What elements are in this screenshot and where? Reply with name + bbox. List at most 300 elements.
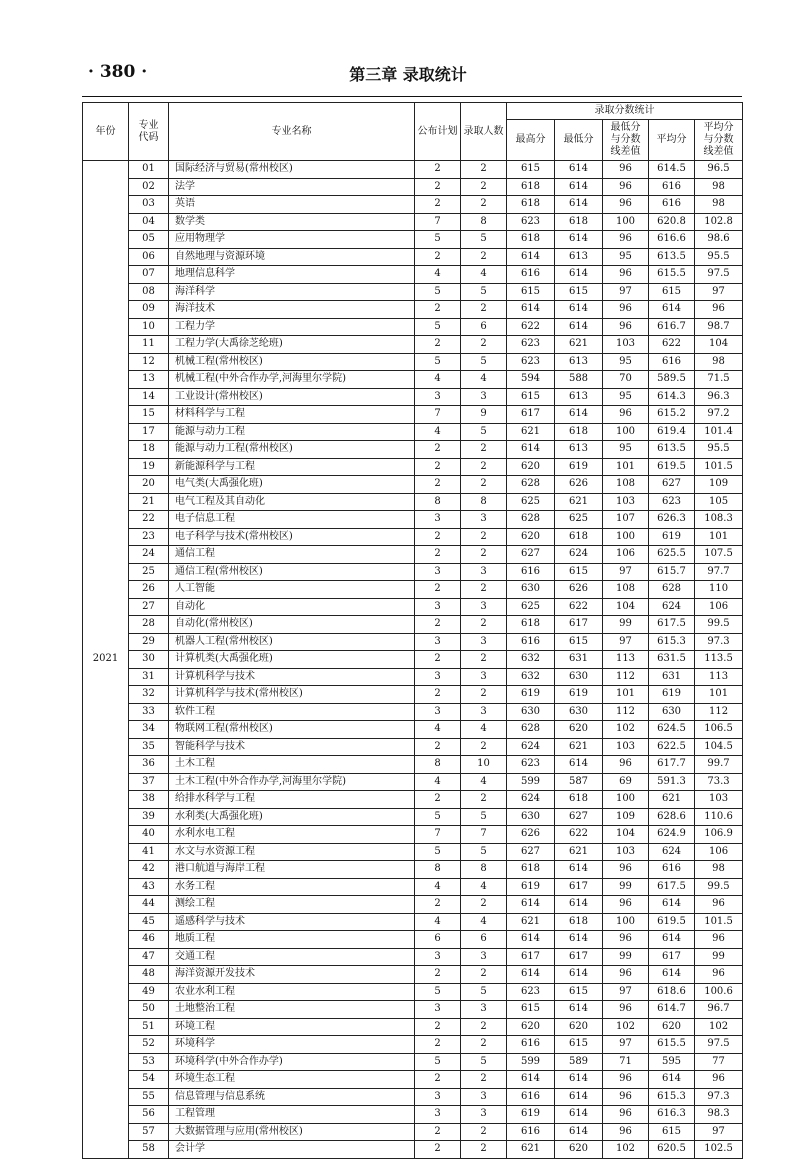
cell-min-diff: 112 bbox=[603, 703, 649, 721]
cell-name: 环境科学 bbox=[169, 1036, 415, 1054]
cell-avg: 617.7 bbox=[649, 756, 695, 774]
cell-avg-diff: 96 bbox=[695, 896, 743, 914]
cell-max: 632 bbox=[507, 668, 555, 686]
cell-code: 22 bbox=[129, 511, 169, 529]
cell-avg: 630 bbox=[649, 703, 695, 721]
cell-plan: 4 bbox=[415, 266, 461, 284]
cell-admitted: 2 bbox=[461, 441, 507, 459]
cell-name: 水务工程 bbox=[169, 878, 415, 896]
cell-admitted: 2 bbox=[461, 686, 507, 704]
table-row bbox=[83, 983, 743, 1001]
cell-code: 31 bbox=[129, 668, 169, 686]
cell-admitted: 4 bbox=[461, 878, 507, 896]
cell-plan: 8 bbox=[415, 756, 461, 774]
cell-max: 625 bbox=[507, 598, 555, 616]
cell-min: 620 bbox=[555, 1018, 603, 1036]
cell-plan: 3 bbox=[415, 703, 461, 721]
cell-admitted: 2 bbox=[461, 651, 507, 669]
cell-max: 618 bbox=[507, 231, 555, 249]
cell-avg-diff: 71.5 bbox=[695, 371, 743, 389]
cell-plan: 5 bbox=[415, 808, 461, 826]
cell-min-diff: 97 bbox=[603, 633, 649, 651]
cell-avg: 620.8 bbox=[649, 213, 695, 231]
cell-name: 测绘工程 bbox=[169, 896, 415, 914]
cell-avg-diff: 100.6 bbox=[695, 983, 743, 1001]
cell-avg: 624 bbox=[649, 598, 695, 616]
cell-code: 55 bbox=[129, 1088, 169, 1106]
cell-name: 法学 bbox=[169, 178, 415, 196]
cell-plan: 2 bbox=[415, 966, 461, 984]
cell-min: 614 bbox=[555, 756, 603, 774]
cell-max: 614 bbox=[507, 931, 555, 949]
cell-avg-diff: 98.3 bbox=[695, 1106, 743, 1124]
cell-max: 624 bbox=[507, 738, 555, 756]
cell-min-diff: 96 bbox=[603, 231, 649, 249]
cell-plan: 2 bbox=[415, 581, 461, 599]
cell-avg-diff: 97.5 bbox=[695, 266, 743, 284]
cell-min: 620 bbox=[555, 721, 603, 739]
cell-admitted: 5 bbox=[461, 231, 507, 249]
cell-max: 614 bbox=[507, 1071, 555, 1089]
cell-avg: 620 bbox=[649, 1018, 695, 1036]
cell-admitted: 3 bbox=[461, 633, 507, 651]
cell-plan: 2 bbox=[415, 546, 461, 564]
cell-avg: 614 bbox=[649, 301, 695, 319]
cell-avg-diff: 101.5 bbox=[695, 913, 743, 931]
cell-admitted: 2 bbox=[461, 546, 507, 564]
cell-max: 616 bbox=[507, 1123, 555, 1141]
cell-min: 615 bbox=[555, 563, 603, 581]
cell-plan: 2 bbox=[415, 616, 461, 634]
header-min: 最低分 bbox=[555, 120, 603, 161]
table-row bbox=[83, 563, 743, 581]
cell-admitted: 3 bbox=[461, 563, 507, 581]
cell-avg-diff: 101.4 bbox=[695, 423, 743, 441]
cell-plan: 3 bbox=[415, 633, 461, 651]
cell-code: 42 bbox=[129, 861, 169, 879]
cell-name: 工程力学 bbox=[169, 318, 415, 336]
cell-avg: 619.5 bbox=[649, 458, 695, 476]
cell-code: 37 bbox=[129, 773, 169, 791]
cell-max: 620 bbox=[507, 458, 555, 476]
cell-admitted: 3 bbox=[461, 388, 507, 406]
cell-avg-diff: 73.3 bbox=[695, 773, 743, 791]
cell-avg: 619.4 bbox=[649, 423, 695, 441]
cell-admitted: 2 bbox=[461, 196, 507, 214]
cell-plan: 2 bbox=[415, 896, 461, 914]
cell-admitted: 3 bbox=[461, 948, 507, 966]
cell-min-diff: 100 bbox=[603, 528, 649, 546]
cell-min-diff: 104 bbox=[603, 598, 649, 616]
cell-max: 630 bbox=[507, 703, 555, 721]
table-row bbox=[83, 493, 743, 511]
cell-avg-diff: 109 bbox=[695, 476, 743, 494]
cell-plan: 4 bbox=[415, 721, 461, 739]
cell-min-diff: 95 bbox=[603, 441, 649, 459]
cell-plan: 2 bbox=[415, 1071, 461, 1089]
table-row bbox=[83, 721, 743, 739]
cell-admitted: 2 bbox=[461, 738, 507, 756]
cell-max: 617 bbox=[507, 948, 555, 966]
cell-admitted: 2 bbox=[461, 896, 507, 914]
cell-min-diff: 103 bbox=[603, 336, 649, 354]
cell-avg-diff: 96 bbox=[695, 966, 743, 984]
cell-max: 614 bbox=[507, 896, 555, 914]
table-row bbox=[83, 213, 743, 231]
table-row bbox=[83, 913, 743, 931]
cell-name: 大数据管理与应用(常州校区) bbox=[169, 1123, 415, 1141]
cell-avg-diff: 97.5 bbox=[695, 1036, 743, 1054]
cell-code: 45 bbox=[129, 913, 169, 931]
cell-avg: 614 bbox=[649, 966, 695, 984]
cell-avg: 595 bbox=[649, 1053, 695, 1071]
cell-min: 589 bbox=[555, 1053, 603, 1071]
cell-plan: 2 bbox=[415, 1123, 461, 1141]
cell-admitted: 4 bbox=[461, 773, 507, 791]
cell-code: 07 bbox=[129, 266, 169, 284]
table-row bbox=[83, 1036, 743, 1054]
cell-avg: 614.3 bbox=[649, 388, 695, 406]
cell-admitted: 5 bbox=[461, 353, 507, 371]
cell-name: 电气类(大禹强化班) bbox=[169, 476, 415, 494]
cell-name: 水利水电工程 bbox=[169, 826, 415, 844]
cell-avg-diff: 96 bbox=[695, 931, 743, 949]
cell-name: 能源与动力工程 bbox=[169, 423, 415, 441]
cell-avg: 628 bbox=[649, 581, 695, 599]
table-row bbox=[83, 371, 743, 389]
cell-avg: 631 bbox=[649, 668, 695, 686]
cell-min: 614 bbox=[555, 896, 603, 914]
cell-avg: 614.7 bbox=[649, 1001, 695, 1019]
cell-max: 627 bbox=[507, 843, 555, 861]
cell-avg: 613.5 bbox=[649, 248, 695, 266]
cell-min: 614 bbox=[555, 266, 603, 284]
cell-admitted: 3 bbox=[461, 1001, 507, 1019]
cell-min-diff: 96 bbox=[603, 196, 649, 214]
cell-min: 618 bbox=[555, 913, 603, 931]
cell-min-diff: 96 bbox=[603, 406, 649, 424]
cell-max: 618 bbox=[507, 196, 555, 214]
cell-avg-diff: 77 bbox=[695, 1053, 743, 1071]
table-row bbox=[83, 633, 743, 651]
cell-admitted: 4 bbox=[461, 721, 507, 739]
cell-avg-diff: 95.5 bbox=[695, 248, 743, 266]
cell-min: 624 bbox=[555, 546, 603, 564]
table-row bbox=[83, 791, 743, 809]
cell-plan: 5 bbox=[415, 843, 461, 861]
cell-max: 614 bbox=[507, 441, 555, 459]
cell-min: 617 bbox=[555, 616, 603, 634]
cell-max: 623 bbox=[507, 983, 555, 1001]
cell-min: 622 bbox=[555, 826, 603, 844]
cell-avg: 620.5 bbox=[649, 1141, 695, 1159]
cell-code: 39 bbox=[129, 808, 169, 826]
cell-min: 625 bbox=[555, 511, 603, 529]
cell-avg: 627 bbox=[649, 476, 695, 494]
cell-max: 623 bbox=[507, 756, 555, 774]
cell-plan: 8 bbox=[415, 861, 461, 879]
cell-code: 11 bbox=[129, 336, 169, 354]
cell-max: 619 bbox=[507, 878, 555, 896]
cell-avg: 619 bbox=[649, 686, 695, 704]
cell-code: 32 bbox=[129, 686, 169, 704]
cell-min: 614 bbox=[555, 161, 603, 179]
cell-min-diff: 113 bbox=[603, 651, 649, 669]
cell-min: 614 bbox=[555, 931, 603, 949]
cell-min-diff: 99 bbox=[603, 616, 649, 634]
cell-max: 628 bbox=[507, 721, 555, 739]
cell-max: 615 bbox=[507, 283, 555, 301]
cell-avg: 626.3 bbox=[649, 511, 695, 529]
cell-admitted: 2 bbox=[461, 476, 507, 494]
table-row bbox=[83, 1123, 743, 1141]
cell-avg-diff: 101 bbox=[695, 686, 743, 704]
cell-name: 环境生态工程 bbox=[169, 1071, 415, 1089]
table-body bbox=[83, 161, 743, 1159]
cell-admitted: 2 bbox=[461, 248, 507, 266]
cell-max: 628 bbox=[507, 476, 555, 494]
cell-min-diff: 96 bbox=[603, 931, 649, 949]
cell-min-diff: 112 bbox=[603, 668, 649, 686]
cell-avg-diff: 99.5 bbox=[695, 616, 743, 634]
cell-name: 软件工程 bbox=[169, 703, 415, 721]
cell-avg: 624.5 bbox=[649, 721, 695, 739]
cell-admitted: 2 bbox=[461, 1141, 507, 1159]
cell-min-diff: 103 bbox=[603, 738, 649, 756]
cell-avg-diff: 95.5 bbox=[695, 441, 743, 459]
cell-avg: 616.6 bbox=[649, 231, 695, 249]
cell-admitted: 4 bbox=[461, 371, 507, 389]
cell-min: 615 bbox=[555, 633, 603, 651]
cell-max: 599 bbox=[507, 1053, 555, 1071]
table-row bbox=[83, 756, 743, 774]
cell-name: 海洋技术 bbox=[169, 301, 415, 319]
cell-min-diff: 100 bbox=[603, 791, 649, 809]
cell-max: 624 bbox=[507, 791, 555, 809]
cell-plan: 2 bbox=[415, 161, 461, 179]
cell-name: 电子科学与技术(常州校区) bbox=[169, 528, 415, 546]
cell-plan: 4 bbox=[415, 878, 461, 896]
cell-max: 614 bbox=[507, 301, 555, 319]
cell-plan: 8 bbox=[415, 493, 461, 511]
cell-max: 623 bbox=[507, 336, 555, 354]
cell-max: 621 bbox=[507, 1141, 555, 1159]
cell-avg: 615.3 bbox=[649, 633, 695, 651]
cell-code: 20 bbox=[129, 476, 169, 494]
cell-code: 54 bbox=[129, 1071, 169, 1089]
cell-admitted: 2 bbox=[461, 528, 507, 546]
cell-avg-diff: 105 bbox=[695, 493, 743, 511]
cell-max: 628 bbox=[507, 511, 555, 529]
cell-min: 613 bbox=[555, 353, 603, 371]
cell-avg-diff: 110.6 bbox=[695, 808, 743, 826]
cell-avg: 621 bbox=[649, 791, 695, 809]
cell-name: 土地整治工程 bbox=[169, 1001, 415, 1019]
cell-avg: 615 bbox=[649, 1123, 695, 1141]
cell-min: 613 bbox=[555, 441, 603, 459]
cell-plan: 7 bbox=[415, 826, 461, 844]
cell-avg: 617 bbox=[649, 948, 695, 966]
cell-avg: 615.3 bbox=[649, 1088, 695, 1106]
cell-max: 630 bbox=[507, 581, 555, 599]
cell-name: 机器人工程(常州校区) bbox=[169, 633, 415, 651]
table-row bbox=[83, 616, 743, 634]
cell-code: 49 bbox=[129, 983, 169, 1001]
cell-admitted: 7 bbox=[461, 826, 507, 844]
cell-avg: 619.5 bbox=[649, 913, 695, 931]
cell-admitted: 2 bbox=[461, 616, 507, 634]
cell-min: 619 bbox=[555, 686, 603, 704]
table-row bbox=[83, 528, 743, 546]
cell-min-diff: 96 bbox=[603, 896, 649, 914]
cell-code: 51 bbox=[129, 1018, 169, 1036]
cell-plan: 3 bbox=[415, 598, 461, 616]
cell-max: 618 bbox=[507, 616, 555, 634]
cell-min: 614 bbox=[555, 1106, 603, 1124]
table-row bbox=[83, 1053, 743, 1071]
cell-avg: 624 bbox=[649, 843, 695, 861]
cell-min: 620 bbox=[555, 1141, 603, 1159]
cell-min: 614 bbox=[555, 406, 603, 424]
cell-min: 588 bbox=[555, 371, 603, 389]
cell-admitted: 5 bbox=[461, 1053, 507, 1071]
cell-avg: 614 bbox=[649, 896, 695, 914]
cell-admitted: 6 bbox=[461, 318, 507, 336]
cell-avg: 614 bbox=[649, 1071, 695, 1089]
cell-plan: 2 bbox=[415, 301, 461, 319]
cell-min-diff: 95 bbox=[603, 388, 649, 406]
cell-avg-diff: 99.5 bbox=[695, 878, 743, 896]
table-row bbox=[83, 843, 743, 861]
cell-name: 材料科学与工程 bbox=[169, 406, 415, 424]
cell-name: 自动化 bbox=[169, 598, 415, 616]
cell-avg: 616.7 bbox=[649, 318, 695, 336]
cell-min-diff: 101 bbox=[603, 458, 649, 476]
cell-min: 618 bbox=[555, 423, 603, 441]
table-row bbox=[83, 948, 743, 966]
cell-avg-diff: 107.5 bbox=[695, 546, 743, 564]
cell-min: 619 bbox=[555, 458, 603, 476]
cell-name: 港口航道与海岸工程 bbox=[169, 861, 415, 879]
cell-avg: 616.3 bbox=[649, 1106, 695, 1124]
header-name: 专业名称 bbox=[169, 103, 415, 161]
cell-max: 599 bbox=[507, 773, 555, 791]
cell-plan: 5 bbox=[415, 983, 461, 1001]
cell-admitted: 2 bbox=[461, 581, 507, 599]
cell-code: 46 bbox=[129, 931, 169, 949]
table-row bbox=[83, 353, 743, 371]
cell-admitted: 2 bbox=[461, 458, 507, 476]
cell-avg-diff: 99 bbox=[695, 948, 743, 966]
cell-plan: 5 bbox=[415, 283, 461, 301]
cell-code: 23 bbox=[129, 528, 169, 546]
header-avg: 平均分 bbox=[649, 120, 695, 161]
cell-plan: 4 bbox=[415, 913, 461, 931]
cell-min: 621 bbox=[555, 336, 603, 354]
cell-avg-diff: 110 bbox=[695, 581, 743, 599]
cell-max: 619 bbox=[507, 686, 555, 704]
cell-plan: 3 bbox=[415, 511, 461, 529]
cell-name: 人工智能 bbox=[169, 581, 415, 599]
cell-code: 19 bbox=[129, 458, 169, 476]
cell-avg-diff: 97.3 bbox=[695, 633, 743, 651]
cell-admitted: 2 bbox=[461, 1018, 507, 1036]
cell-name: 土木工程 bbox=[169, 756, 415, 774]
cell-min: 615 bbox=[555, 283, 603, 301]
cell-avg-diff: 103 bbox=[695, 791, 743, 809]
cell-min: 617 bbox=[555, 948, 603, 966]
cell-min-diff: 69 bbox=[603, 773, 649, 791]
table-row bbox=[83, 388, 743, 406]
cell-plan: 2 bbox=[415, 686, 461, 704]
cell-name: 会计学 bbox=[169, 1141, 415, 1159]
cell-code: 40 bbox=[129, 826, 169, 844]
cell-name: 地质工程 bbox=[169, 931, 415, 949]
cell-code: 28 bbox=[129, 616, 169, 634]
cell-min: 614 bbox=[555, 301, 603, 319]
cell-avg-diff: 106.9 bbox=[695, 826, 743, 844]
cell-avg-diff: 96 bbox=[695, 301, 743, 319]
cell-avg-diff: 106.5 bbox=[695, 721, 743, 739]
cell-min: 614 bbox=[555, 318, 603, 336]
cell-avg-diff: 97.3 bbox=[695, 1088, 743, 1106]
cell-admitted: 5 bbox=[461, 843, 507, 861]
cell-avg: 616 bbox=[649, 178, 695, 196]
cell-avg: 622.5 bbox=[649, 738, 695, 756]
cell-avg: 616 bbox=[649, 196, 695, 214]
cell-min-diff: 99 bbox=[603, 948, 649, 966]
cell-avg-diff: 101 bbox=[695, 528, 743, 546]
chapter-title: 第三章 录取统计 bbox=[349, 65, 467, 84]
cell-avg: 631.5 bbox=[649, 651, 695, 669]
cell-avg-diff: 98 bbox=[695, 196, 743, 214]
cell-min-diff: 71 bbox=[603, 1053, 649, 1071]
page-number: · 380 · bbox=[88, 62, 148, 82]
table-row bbox=[83, 283, 743, 301]
cell-code: 01 bbox=[129, 161, 169, 179]
cell-avg-diff: 113 bbox=[695, 668, 743, 686]
cell-name: 海洋资源开发技术 bbox=[169, 966, 415, 984]
cell-plan: 5 bbox=[415, 318, 461, 336]
cell-plan: 2 bbox=[415, 791, 461, 809]
cell-code: 17 bbox=[129, 423, 169, 441]
cell-plan: 2 bbox=[415, 1036, 461, 1054]
cell-avg-diff: 106 bbox=[695, 598, 743, 616]
cell-admitted: 2 bbox=[461, 301, 507, 319]
cell-code: 06 bbox=[129, 248, 169, 266]
cell-max: 616 bbox=[507, 1088, 555, 1106]
cell-admitted: 3 bbox=[461, 1088, 507, 1106]
cell-max: 632 bbox=[507, 651, 555, 669]
cell-max: 614 bbox=[507, 966, 555, 984]
cell-avg-diff: 98 bbox=[695, 353, 743, 371]
header-code-label: 专业代码 bbox=[138, 119, 159, 143]
cell-avg: 628.6 bbox=[649, 808, 695, 826]
cell-code: 34 bbox=[129, 721, 169, 739]
cell-code: 35 bbox=[129, 738, 169, 756]
cell-avg-diff: 97 bbox=[695, 283, 743, 301]
cell-name: 国际经济与贸易(常州校区) bbox=[169, 161, 415, 179]
cell-code: 38 bbox=[129, 791, 169, 809]
cell-min-diff: 96 bbox=[603, 161, 649, 179]
header-min-diff-label: 最低分与分数线差值 bbox=[610, 122, 641, 157]
cell-min-diff: 108 bbox=[603, 581, 649, 599]
cell-avg: 591.3 bbox=[649, 773, 695, 791]
cell-plan: 2 bbox=[415, 738, 461, 756]
cell-min: 622 bbox=[555, 598, 603, 616]
cell-admitted: 8 bbox=[461, 213, 507, 231]
cell-max: 623 bbox=[507, 213, 555, 231]
